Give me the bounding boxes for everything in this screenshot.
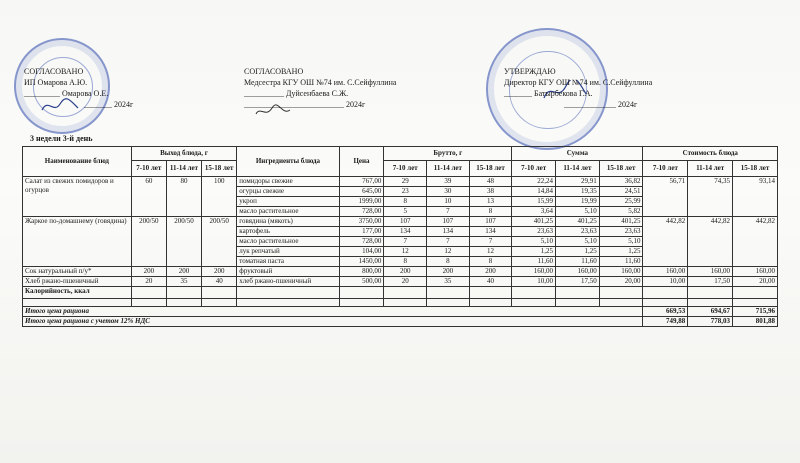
ingredient-name: укроп xyxy=(237,197,339,207)
dish-output-2: 35 xyxy=(166,277,201,287)
approval-left-org: ИП Омарова А.Ю. xyxy=(24,78,88,87)
dish-output-1: 200 xyxy=(131,267,166,277)
header-sum: Сумма xyxy=(512,147,643,161)
header-brutto: Брутто, г xyxy=(384,147,512,161)
approval-middle: СОГЛАСОВАНО Медсестра КГУ ОШ №74 им. С.Сейфуллина __________ Дуйсенбаева С.Ж. _________________________ 2024г xyxy=(244,67,397,109)
total-value-3: 715,96 xyxy=(733,307,778,317)
approval-left: СОГЛАСОВАНО ИП Омарова А.Ю. _________ Омарова О.Е. _______ 2024г xyxy=(24,67,134,109)
ingredient-sum-1: 10,00 xyxy=(512,277,556,287)
calories-cell xyxy=(427,287,470,299)
ingredient-brutto-2: 107 xyxy=(427,217,470,227)
ingredient-name: томатная паста xyxy=(237,257,339,267)
total-value-2: 778,03 xyxy=(688,317,733,327)
spacer-cell xyxy=(166,299,201,307)
spacer-cell xyxy=(512,299,556,307)
ingredient-sum-3: 11,60 xyxy=(599,257,643,267)
ingredient-brutto-3: 107 xyxy=(469,217,512,227)
ingredient-name: лук репчатый xyxy=(237,247,339,257)
dish-cost-2: 442,82 xyxy=(688,217,733,267)
ingredient-sum-1: 160,00 xyxy=(512,267,556,277)
approval-right: УТВЕРЖДАЮ Директор КГУ ОШ №74 им. С.Сейфуллина _______ Батырбекова Г.А. _____________ 2024г xyxy=(504,67,653,109)
approval-middle-name: Дуйсенбаева С.Ж. xyxy=(286,89,349,98)
calories-label: Калорийность, ккал xyxy=(23,287,132,299)
spacer-cell xyxy=(339,299,384,307)
approval-middle-org: Медсестра КГУ ОШ №74 им. С.Сейфуллина xyxy=(244,78,397,87)
ingredient-sum-1: 15,99 xyxy=(512,197,556,207)
calories-cell xyxy=(339,287,384,299)
dish-output-1: 20 xyxy=(131,277,166,287)
ingredient-sum-2: 401,25 xyxy=(556,217,600,227)
header-cost-age-2: 11-14 лет xyxy=(688,161,733,177)
ingredient-price: 500,00 xyxy=(339,277,384,287)
ingredient-brutto-1: 8 xyxy=(384,197,427,207)
ingredient-price: 728,00 xyxy=(339,237,384,247)
dish-name: Сок натуральный п/у* xyxy=(23,267,132,277)
ingredient-sum-2: 1,25 xyxy=(556,247,600,257)
spacer-cell xyxy=(202,299,237,307)
dish-output-2: 200 xyxy=(166,267,201,277)
ingredient-brutto-1: 29 xyxy=(384,177,427,187)
approval-middle-title: СОГЛАСОВАНО xyxy=(244,67,304,76)
ingredient-name: помидоры свежие xyxy=(237,177,339,187)
calories-cell xyxy=(643,287,688,299)
ingredient-sum-1: 22,24 xyxy=(512,177,556,187)
ingredient-name: картофель xyxy=(237,227,339,237)
header-ingredients: Ингредиенты блюда xyxy=(237,147,339,177)
ingredient-price: 177,00 xyxy=(339,227,384,237)
ingredient-sum-3: 24,51 xyxy=(599,187,643,197)
dish-output-1: 200/50 xyxy=(131,217,166,267)
ingredient-brutto-3: 7 xyxy=(469,237,512,247)
header-output: Выход блюда, г xyxy=(131,147,237,161)
dish-name: Хлеб ржано-пшеничный xyxy=(23,277,132,287)
dish-cost-2: 74,35 xyxy=(688,177,733,217)
dish-output-3: 40 xyxy=(202,277,237,287)
table-row xyxy=(23,177,778,187)
ingredient-name: масло растительное xyxy=(237,237,339,247)
ingredient-sum-1: 3,64 xyxy=(512,207,556,217)
ingredient-sum-2: 23,63 xyxy=(556,227,600,237)
ingredient-price: 1999,00 xyxy=(339,197,384,207)
ingredient-brutto-2: 10 xyxy=(427,197,470,207)
ingredient-sum-3: 36,82 xyxy=(599,177,643,187)
calories-cell xyxy=(131,287,166,299)
header-cost: Стоимость блюда xyxy=(643,147,778,161)
ingredient-sum-3: 160,00 xyxy=(599,267,643,277)
dish-cost-1: 160,00 xyxy=(643,267,688,277)
dish-output-3: 200 xyxy=(202,267,237,277)
spacer-cell xyxy=(688,299,733,307)
spacer-cell xyxy=(23,299,132,307)
ingredient-brutto-1: 8 xyxy=(384,257,427,267)
dish-cost-2: 17,50 xyxy=(688,277,733,287)
approval-right-name: Батырбекова Г.А. xyxy=(534,89,593,98)
ingredient-price: 104,00 xyxy=(339,247,384,257)
dish-cost-3: 93,14 xyxy=(733,177,778,217)
dish-output-2: 80 xyxy=(166,177,201,217)
dish-name: Салат из свежих помидоров и огурцов xyxy=(23,177,132,217)
calories-cell xyxy=(512,287,556,299)
ingredient-sum-3: 401,25 xyxy=(599,217,643,227)
ingredient-sum-2: 17,50 xyxy=(556,277,600,287)
spacer-cell xyxy=(643,299,688,307)
calories-cell xyxy=(202,287,237,299)
approval-left-title: СОГЛАСОВАНО xyxy=(24,67,84,76)
dish-cost-3: 20,00 xyxy=(733,277,778,287)
ingredient-sum-1: 23,63 xyxy=(512,227,556,237)
calories-cell xyxy=(384,287,427,299)
ingredient-sum-1: 14,84 xyxy=(512,187,556,197)
ingredient-brutto-1: 5 xyxy=(384,207,427,217)
ingredient-sum-1: 401,25 xyxy=(512,217,556,227)
ingredient-brutto-2: 35 xyxy=(427,277,470,287)
ingredient-sum-1: 1,25 xyxy=(512,247,556,257)
header-sum-age-2: 11-14 лет xyxy=(556,161,600,177)
ingredient-brutto-3: 38 xyxy=(469,187,512,197)
ingredient-brutto-1: 107 xyxy=(384,217,427,227)
ingredient-sum-3: 5,10 xyxy=(599,237,643,247)
spacer-cell xyxy=(237,299,339,307)
calories-cell xyxy=(688,287,733,299)
ingredient-sum-3: 5,82 xyxy=(599,207,643,217)
ingredient-name: хлеб ржано-пшеничный xyxy=(237,277,339,287)
ingredient-sum-3: 20,00 xyxy=(599,277,643,287)
ingredient-sum-2: 19,99 xyxy=(556,197,600,207)
ingredient-brutto-2: 200 xyxy=(427,267,470,277)
spacer-cell xyxy=(384,299,427,307)
calories-cell xyxy=(733,287,778,299)
ingredient-brutto-2: 39 xyxy=(427,177,470,187)
spacer-cell xyxy=(131,299,166,307)
header-sum-age-1: 7-10 лет xyxy=(512,161,556,177)
spacer-cell xyxy=(427,299,470,307)
ingredient-brutto-2: 7 xyxy=(427,237,470,247)
dish-output-1: 60 xyxy=(131,177,166,217)
ingredient-sum-2: 5,10 xyxy=(556,237,600,247)
ingredient-name: огурцы свежие xyxy=(237,187,339,197)
menu-table xyxy=(22,146,778,327)
dish-cost-3: 160,00 xyxy=(733,267,778,277)
ingredient-brutto-1: 12 xyxy=(384,247,427,257)
header-output-age-1: 7-10 лет xyxy=(131,161,166,177)
ingredient-price: 645,00 xyxy=(339,187,384,197)
ingredient-brutto-1: 20 xyxy=(384,277,427,287)
ingredient-brutto-2: 30 xyxy=(427,187,470,197)
ingredient-name: фруктовый xyxy=(237,267,339,277)
approval-middle-year: 2024г xyxy=(346,100,366,109)
dish-cost-1: 442,82 xyxy=(643,217,688,267)
header-brutto-age-1: 7-10 лет xyxy=(384,161,427,177)
menu-subtitle: 3 недели 3-й день xyxy=(30,134,93,143)
ingredient-brutto-2: 7 xyxy=(427,207,470,217)
header-output-age-2: 11-14 лет xyxy=(166,161,201,177)
ingredient-brutto-3: 200 xyxy=(469,267,512,277)
ingredient-brutto-1: 7 xyxy=(384,237,427,247)
ingredient-brutto-2: 12 xyxy=(427,247,470,257)
total-value-1: 749,88 xyxy=(643,317,688,327)
ingredient-sum-1: 11,60 xyxy=(512,257,556,267)
calories-row xyxy=(23,287,778,299)
total-label: Итого цена рациона xyxy=(23,307,643,317)
ingredient-price: 728,00 xyxy=(339,207,384,217)
ingredient-brutto-3: 8 xyxy=(469,207,512,217)
ingredient-price: 767,00 xyxy=(339,177,384,187)
header-cost-age-1: 7-10 лет xyxy=(643,161,688,177)
header-price: Цена xyxy=(339,147,384,177)
dish-output-3: 100 xyxy=(202,177,237,217)
dish-cost-3: 442,82 xyxy=(733,217,778,267)
total-row xyxy=(23,307,778,317)
ingredient-brutto-3: 48 xyxy=(469,177,512,187)
dish-name: Жаркое по-домашнему (говядина) xyxy=(23,217,132,267)
ingredient-brutto-2: 134 xyxy=(427,227,470,237)
ingredient-sum-3: 1,25 xyxy=(599,247,643,257)
calories-cell xyxy=(166,287,201,299)
calories-cell xyxy=(599,287,643,299)
ingredient-sum-2: 29,91 xyxy=(556,177,600,187)
ingredient-sum-3: 23,63 xyxy=(599,227,643,237)
table-row xyxy=(23,217,778,227)
ingredient-name: говядина (мякоть) xyxy=(237,217,339,227)
header-output-age-3: 15-18 лет xyxy=(202,161,237,177)
dish-output-2: 200/50 xyxy=(166,217,201,267)
ingredient-brutto-3: 13 xyxy=(469,197,512,207)
header-brutto-age-2: 11-14 лет xyxy=(427,161,470,177)
total-value-1: 669,53 xyxy=(643,307,688,317)
ingredient-brutto-3: 8 xyxy=(469,257,512,267)
calories-cell xyxy=(469,287,512,299)
ingredient-sum-2: 19,35 xyxy=(556,187,600,197)
ingredient-brutto-1: 134 xyxy=(384,227,427,237)
ingredient-sum-3: 25,99 xyxy=(599,197,643,207)
total-label: Итого цена рациона с учетом 12% НДС xyxy=(23,317,643,327)
table-row xyxy=(23,277,778,287)
approval-left-year: 2024г xyxy=(114,100,134,109)
header-brutto-age-3: 15-18 лет xyxy=(469,161,512,177)
ingredient-price: 1450,00 xyxy=(339,257,384,267)
dish-cost-1: 10,00 xyxy=(643,277,688,287)
ingredient-name: масло растительное xyxy=(237,207,339,217)
ingredient-price: 800,00 xyxy=(339,267,384,277)
ingredient-brutto-1: 200 xyxy=(384,267,427,277)
approval-right-org: Директор КГУ ОШ №74 им. С.Сейфуллина xyxy=(504,78,653,87)
table-row xyxy=(23,267,778,277)
ingredient-price: 3750,00 xyxy=(339,217,384,227)
approval-right-year: 2024г xyxy=(618,100,638,109)
ingredient-brutto-3: 40 xyxy=(469,277,512,287)
dish-cost-1: 56,71 xyxy=(643,177,688,217)
spacer-cell xyxy=(469,299,512,307)
ingredient-sum-1: 5,10 xyxy=(512,237,556,247)
ingredient-brutto-3: 12 xyxy=(469,247,512,257)
spacer-cell xyxy=(733,299,778,307)
total-value-2: 694,67 xyxy=(688,307,733,317)
ingredient-sum-2: 11,60 xyxy=(556,257,600,267)
total-value-3: 801,88 xyxy=(733,317,778,327)
spacer-cell xyxy=(599,299,643,307)
ingredient-sum-2: 160,00 xyxy=(556,267,600,277)
ingredient-brutto-2: 8 xyxy=(427,257,470,267)
dish-output-3: 200/50 xyxy=(202,217,237,267)
header-cost-age-3: 15-18 лет xyxy=(733,161,778,177)
ingredient-brutto-1: 23 xyxy=(384,187,427,197)
approval-right-title: УТВЕРЖДАЮ xyxy=(504,67,556,76)
spacer-row xyxy=(23,299,778,307)
ingredient-sum-2: 5,10 xyxy=(556,207,600,217)
header-sum-age-3: 15-18 лет xyxy=(599,161,643,177)
approval-left-name: Омарова О.Е. xyxy=(62,89,109,98)
calories-cell xyxy=(556,287,600,299)
spacer-cell xyxy=(556,299,600,307)
calories-cell xyxy=(237,287,339,299)
ingredient-brutto-3: 134 xyxy=(469,227,512,237)
header-dish: Наименование блюд xyxy=(23,147,132,177)
dish-cost-2: 160,00 xyxy=(688,267,733,277)
total-row xyxy=(23,317,778,327)
